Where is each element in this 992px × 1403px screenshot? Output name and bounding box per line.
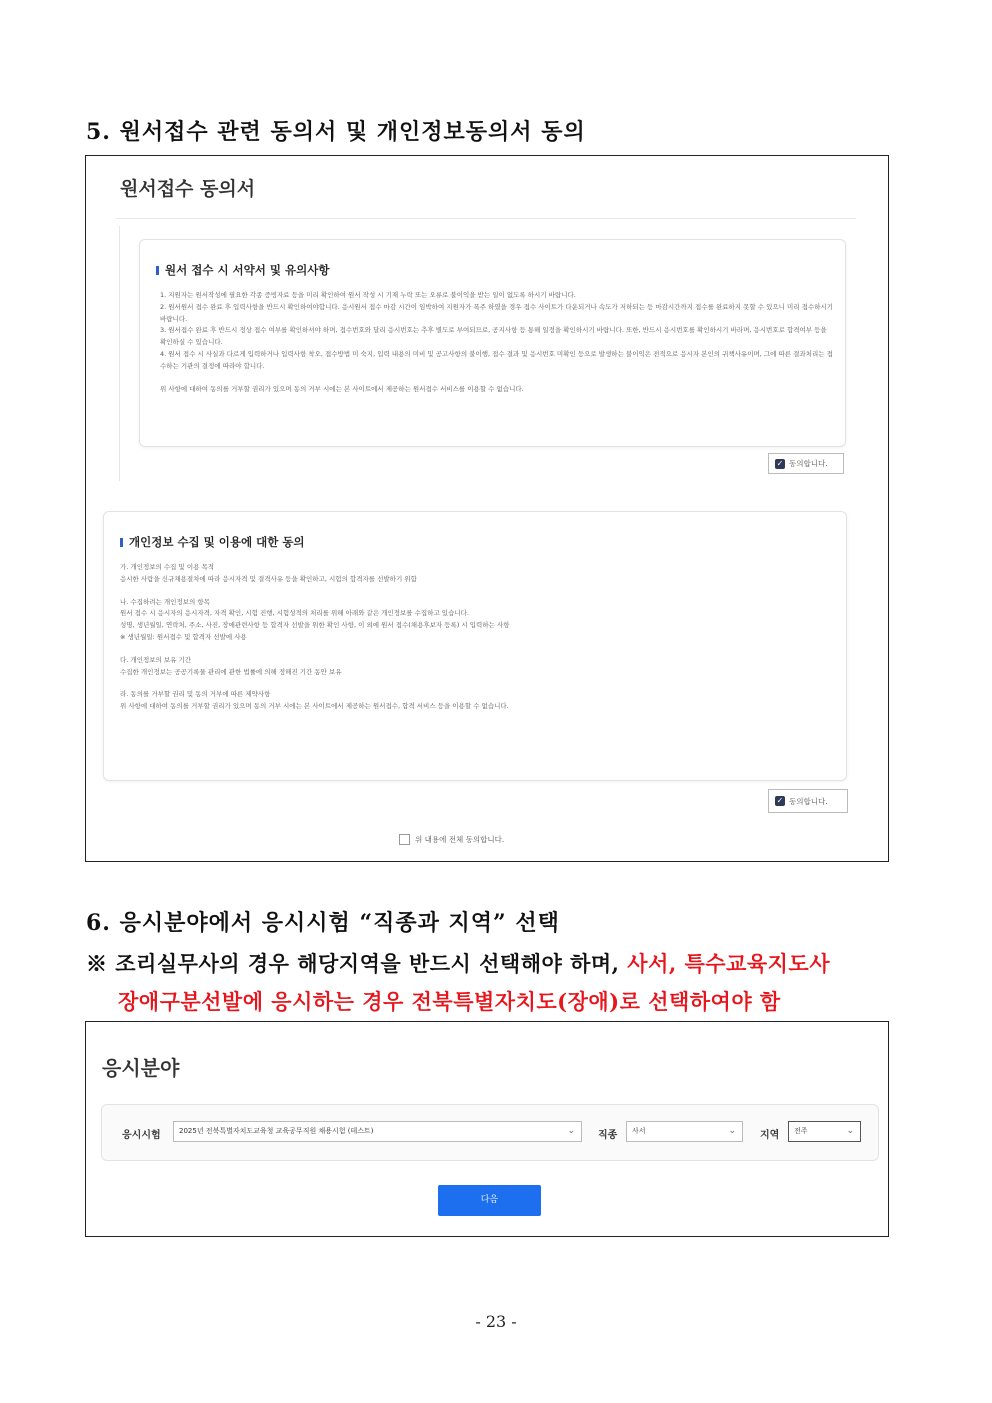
privacy-line: ※ 생년월일: 원서접수 및 합격자 선발에 사용 <box>120 632 247 641</box>
pledge-line: 1. 지원자는 원서작성에 필요한 각종 증빙자료 등을 미리 확인하여 원서 작성 시 기재 누락 또는 오류로 불이익을 받는 일이 없도록 하시기 바랍니다. <box>160 291 576 299</box>
pledge-line: 2. 원서원서 접수 완료 후 입력사항을 반드시 확인하여야합니다. 응시원서 접수 마감 시간이 임박하여 지원자가 폭주 하였을 경우 접수 사이트가 다운되거나 속도가 저하되는 등 마감시간까지 접수를 완료하지 못할 수 있으니 미리 접수하시기 바랍니다. <box>160 302 834 323</box>
privacy-line: 나. 수집하려는 개인정보의 항목 <box>120 597 210 606</box>
checkbox-unchecked-icon <box>399 834 410 845</box>
note-highlight: 사서, 특수교육지도사 <box>627 951 830 976</box>
privacy-line: 위 사항에 대하여 동의를 거부할 권리가 있으며 동의 거부 시에는 본 사이트에서 제공하는 원서접수, 합격 서비스 등을 이용할 수 없습니다. <box>120 702 509 711</box>
divider <box>119 226 120 481</box>
pledge-line: 3. 원서접수 완료 후 반드시 정상 접수 여부를 확인하셔야 하며, 접수번호와 달리 응시번호는 추후 별도로 부여되므로, 공지사항 등 통해 일정을 확인하시기 바랍니다. 또한, 반드시 응시번호를 확인하시기 바라며, 응시번호로 합격여부 등을 확인하실 수 있습니다. <box>160 326 827 347</box>
exam-select-value: 2025년 전북특별자치도교육청 교육공무직원 채용시험 (테스트) <box>179 1127 374 1135</box>
region-label: 지역 <box>760 1130 780 1141</box>
pledge-footer: 위 사항에 대하여 동의를 거부할 권리가 있으며 동의 거부 시에는 본 사이트에서 제공하는 원서접수 서비스를 이용할 수 없습니다. <box>160 384 524 393</box>
privacy-consent-card <box>103 511 847 781</box>
chevron-down-icon: ⌄ <box>567 1126 575 1136</box>
privacy-line: 라. 동의를 거부할 권리 및 동의 거부에 따른 제약사항 <box>120 690 271 699</box>
region-select-value: 전주 <box>794 1127 808 1135</box>
checkbox-checked-icon: ✓ <box>776 458 784 468</box>
privacy-line: 응시한 사람을 신규채용절차에 따라 응시자격 및 결격사유 등을 확인하고, 시험의 합격자를 선발하기 위함 <box>120 574 417 583</box>
exam-select-panel <box>101 1104 879 1161</box>
section-5-heading: 5. 원서접수 관련 동의서 및 개인정보동의서 동의 <box>86 119 586 145</box>
exam-field-screenshot <box>85 1021 889 1237</box>
privacy-line: 성명, 생년월일, 연락처, 주소, 사진, 장애관련사항 등 합격자 선발을 위한 확인 사항, 이 외에 원서 접수(채용후보자 등록) 시 입력하는 사항 <box>120 621 510 630</box>
exam-field-title: 응시분야 <box>102 1056 180 1080</box>
next-button[interactable]: 다음 <box>438 1185 541 1216</box>
application-pledge-card <box>139 239 846 447</box>
agree-all-label: 위 내용에 전체 동의합니다. <box>415 835 505 844</box>
checkbox-checked-icon: ✓ <box>776 796 784 805</box>
agree-label: 동의합니다. <box>789 459 828 468</box>
privacy-body <box>120 562 830 713</box>
region-select[interactable] <box>788 1121 861 1142</box>
section-6-note <box>86 945 830 1021</box>
note-text: ※ 조리실무사의 경우 해당지역을 반드시 선택해야 하며, <box>86 951 628 976</box>
exam-select[interactable] <box>173 1121 582 1142</box>
job-select-value: 사서 <box>632 1127 646 1135</box>
pledge-body <box>160 290 835 395</box>
chevron-down-icon: ⌄ <box>846 1126 854 1136</box>
job-label: 직종 <box>598 1130 618 1141</box>
divider <box>116 218 856 219</box>
heading-marker-icon <box>120 538 123 547</box>
privacy-line: 수집한 개인정보는 공공기록물 관리에 관한 법률에 의해 정해진 기간 동안 보유 <box>120 667 342 676</box>
chevron-down-icon: ⌄ <box>728 1126 736 1136</box>
privacy-line: 원서 접수 시 응시자의 응시자격, 자격 확인, 시험 진행, 시험성적의 처리를 위해 아래와 같은 개인정보를 수집하고 있습니다. <box>120 609 469 618</box>
agree-label: 동의합니다. <box>789 796 828 806</box>
privacy-line: 가. 개인정보의 수집 및 이용 목적 <box>120 563 215 571</box>
page-number: - 23 - <box>475 1312 517 1331</box>
agree-all-checkbox[interactable] <box>399 834 504 845</box>
pledge-agree-checkbox[interactable] <box>768 453 844 474</box>
pledge-line: 4. 원서 접수 시 사실과 다르게 입력하거나 입력사항 착오, 접수방법 미 숙지, 입력 내용의 미비 및 공고사항의 불이행, 접수 결과 및 응시번호 미확인 등으로 발생하는 불이익은 전적으로 응시자 본인의 귀책사유이며, 그에 따른 결과처리는 접수하는 기관의 결정에 따라야 합니다. <box>160 349 833 370</box>
privacy-line: 다. 개인정보의 보유 기간 <box>120 655 192 664</box>
privacy-heading: 개인정보 수집 및 이용에 대한 동의 <box>129 535 305 549</box>
consent-screenshot <box>85 155 889 862</box>
heading-marker-icon <box>156 266 159 275</box>
note-highlight: 장애구분선발에 응시하는 경우 전북특별자치도(장애)로 선택하여야 함 <box>118 989 781 1014</box>
job-select[interactable] <box>626 1121 743 1142</box>
consent-page-title: 원서접수 동의서 <box>120 178 256 200</box>
pledge-heading: 원서 접수 시 서약서 및 유의사항 <box>165 263 330 277</box>
exam-label: 응시시험 <box>122 1130 161 1141</box>
privacy-agree-checkbox[interactable] <box>768 789 848 813</box>
section-6-heading: 6. 응시분야에서 응시시험 “직종과 지역” 선택 <box>86 910 560 936</box>
